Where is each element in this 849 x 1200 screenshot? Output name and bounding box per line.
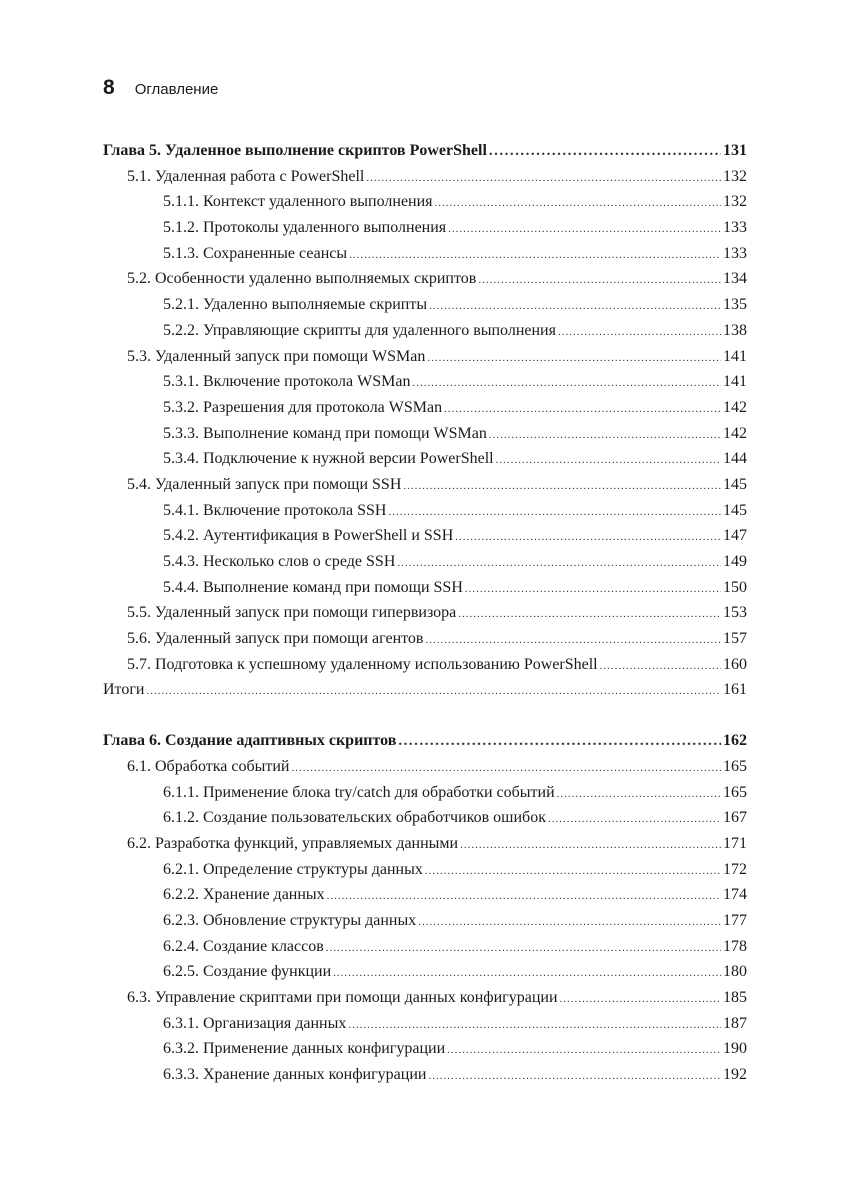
toc-entry-title: Глава 6. Создание адаптивных скриптов bbox=[103, 732, 397, 750]
dot-leader bbox=[425, 865, 721, 877]
toc-entry bbox=[103, 322, 747, 348]
toc-entry-title: 6.2.4. Создание классов bbox=[163, 937, 324, 955]
toc-entry bbox=[103, 758, 747, 784]
toc-entry bbox=[103, 630, 747, 656]
toc-entry-page: 161 bbox=[723, 681, 747, 699]
dot-leader bbox=[496, 454, 721, 466]
toc-entry-title: 5.3.2. Разрешения для протокола WSMan bbox=[163, 398, 443, 416]
dot-leader bbox=[444, 403, 721, 415]
toc-entry bbox=[103, 476, 747, 502]
toc-entry-page: 192 bbox=[723, 1066, 747, 1084]
dot-leader bbox=[558, 326, 721, 338]
toc-entry-page: 160 bbox=[723, 655, 747, 673]
toc-entry bbox=[103, 193, 747, 219]
toc-entry-page: 134 bbox=[723, 270, 747, 288]
toc-entry-page: 190 bbox=[723, 1040, 747, 1058]
toc-entry bbox=[103, 809, 747, 835]
toc-entry bbox=[103, 219, 747, 245]
toc-entry bbox=[103, 502, 747, 528]
toc-entry bbox=[103, 938, 747, 964]
toc-entry-title: 6.2.2. Хранение данных bbox=[163, 886, 325, 904]
table-of-contents bbox=[103, 142, 747, 1117]
toc-entry-page: 178 bbox=[723, 937, 747, 955]
toc-entry-page: 165 bbox=[723, 757, 747, 775]
dot-leader bbox=[427, 352, 721, 364]
toc-entry bbox=[103, 168, 747, 194]
toc-entry bbox=[103, 835, 747, 861]
toc-entry-page: 157 bbox=[723, 630, 747, 648]
toc-entry-page: 180 bbox=[723, 963, 747, 981]
toc-entry bbox=[103, 245, 747, 271]
toc-entry bbox=[103, 553, 747, 579]
dot-leader bbox=[418, 916, 721, 928]
dot-leader bbox=[291, 762, 721, 774]
toc-entry-page: 147 bbox=[723, 527, 747, 545]
toc-entry-page: 132 bbox=[723, 167, 747, 185]
toc-entry-title: Итоги bbox=[103, 681, 145, 699]
toc-entry-page: 135 bbox=[723, 296, 747, 314]
dot-leader bbox=[333, 967, 721, 979]
toc-entry bbox=[103, 296, 747, 322]
toc-entry-title: 5.5. Удаленный запуск при помощи гипервизора bbox=[127, 604, 457, 622]
toc-entry-title: 6.2. Разработка функций, управляемых данными bbox=[127, 834, 459, 852]
toc-entry-title: 5.3.4. Подключение к нужной версии PowerShell bbox=[163, 450, 494, 468]
toc-entry-title: 6.1.1. Применение блока try/catch для обработки событий bbox=[163, 783, 555, 801]
dot-leader bbox=[429, 300, 721, 312]
toc-entry bbox=[103, 784, 747, 810]
toc-entry bbox=[103, 963, 747, 989]
toc-entry-title: 5.3.3. Выполнение команд при помощи WSMan bbox=[163, 424, 487, 442]
dot-leader bbox=[478, 274, 721, 286]
toc-entry-page: 185 bbox=[723, 989, 747, 1006]
toc-entry-title: 5.1.2. Протоколы удаленного выполнения bbox=[163, 219, 447, 237]
toc-entry-page: 145 bbox=[723, 475, 747, 493]
dot-leader bbox=[146, 685, 721, 697]
toc-entry-title: 6.3.3. Хранение данных конфигурации bbox=[163, 1066, 427, 1084]
toc-entry bbox=[103, 373, 747, 399]
dot-leader bbox=[489, 143, 721, 160]
toc-entry bbox=[103, 348, 747, 374]
toc-entry-title: 5.4.4. Выполнение команд при помощи SSH bbox=[163, 578, 463, 596]
toc-entry-page: 141 bbox=[723, 347, 747, 365]
toc-entry bbox=[103, 912, 747, 938]
toc-entry-page: 172 bbox=[723, 860, 747, 878]
dot-leader bbox=[326, 942, 721, 954]
dot-leader bbox=[465, 583, 721, 595]
toc-entry-title: 5.4.1. Включение протокола SSH bbox=[163, 501, 387, 519]
toc-entry bbox=[103, 1066, 747, 1092]
toc-entry-page: 187 bbox=[723, 1014, 747, 1032]
toc-entry-title: Глава 5. Удаленное выполнение скриптов PowerShell bbox=[103, 142, 487, 159]
dot-leader bbox=[460, 839, 721, 851]
toc-entry-title: 5.1.3. Сохраненные сеансы bbox=[163, 244, 348, 262]
toc-entry-title: 5.4. Удаленный запуск при помощи SSH bbox=[127, 475, 402, 493]
toc-chapter-entry bbox=[103, 732, 747, 758]
toc-entry-page: 133 bbox=[723, 244, 747, 262]
toc-entry-page: 141 bbox=[723, 373, 747, 391]
dot-leader bbox=[435, 197, 721, 209]
toc-entry-page: 145 bbox=[723, 501, 747, 519]
toc-entry-page: 165 bbox=[723, 783, 747, 801]
toc-entry bbox=[103, 425, 747, 451]
toc-entry-page: 167 bbox=[723, 809, 747, 827]
dot-leader bbox=[348, 1019, 721, 1031]
dot-leader bbox=[548, 813, 721, 825]
dot-leader bbox=[397, 557, 721, 569]
toc-entry bbox=[103, 604, 747, 630]
toc-entry bbox=[103, 1015, 747, 1041]
toc-entry-page: 132 bbox=[723, 193, 747, 211]
page-number: 8 bbox=[103, 76, 115, 99]
toc-entry bbox=[103, 527, 747, 553]
toc-entry-page: 174 bbox=[723, 886, 747, 904]
toc-entry-page: 138 bbox=[723, 321, 747, 339]
toc-entry-title: 5.2. Особенности удаленно выполняемых скриптов bbox=[127, 270, 477, 288]
toc-chapter-block bbox=[103, 732, 747, 1092]
toc-entry bbox=[103, 989, 747, 1015]
toc-entry-page: 150 bbox=[723, 578, 747, 596]
toc-entry-title: 5.6. Удаленный запуск при помощи агентов bbox=[127, 630, 424, 648]
toc-entry-page: 162 bbox=[723, 732, 747, 750]
toc-entry-page: 171 bbox=[723, 834, 747, 852]
toc-entry-title: 6.2.5. Создание функции bbox=[163, 963, 332, 981]
toc-entry-title: 6.3.2. Применение данных конфигурации bbox=[163, 1040, 446, 1058]
toc-entry bbox=[103, 1040, 747, 1066]
dot-leader bbox=[412, 377, 721, 389]
dot-leader bbox=[560, 993, 721, 1005]
page-header bbox=[103, 76, 218, 100]
dot-leader bbox=[366, 172, 721, 184]
toc-entry-title: 5.2.1. Удаленно выполняемые скрипты bbox=[163, 296, 428, 314]
dot-leader bbox=[458, 608, 721, 620]
toc-entry-title: 6.3.1. Организация данных bbox=[163, 1014, 347, 1032]
running-title: Оглавление bbox=[134, 81, 219, 98]
toc-entry-title: 5.1.1. Контекст удаленного выполнения bbox=[163, 193, 433, 211]
toc-entry-page: 142 bbox=[723, 398, 747, 416]
toc-entry-title: 5.2.2. Управляющие скрипты для удаленного выполнения bbox=[163, 321, 556, 339]
dot-leader bbox=[398, 733, 721, 750]
toc-entry bbox=[103, 656, 747, 682]
toc-entry-title: 5.4.3. Несколько слов о среде SSH bbox=[163, 553, 396, 570]
toc-entry-title: 5.7. Подготовка к успешному удаленному использованию PowerShell bbox=[127, 655, 598, 673]
dot-leader bbox=[557, 788, 721, 800]
toc-entry-title: 5.4.2. Аутентификация в PowerShell и SSH bbox=[163, 527, 454, 545]
toc-entry bbox=[103, 579, 747, 605]
dot-leader bbox=[403, 480, 721, 492]
toc-entry bbox=[103, 450, 747, 476]
dot-leader bbox=[425, 634, 721, 646]
toc-chapter-block bbox=[103, 142, 747, 707]
toc-entry bbox=[103, 681, 747, 707]
toc-entry-page: 131 bbox=[723, 142, 747, 159]
dot-leader bbox=[428, 1070, 721, 1082]
toc-chapter-entry bbox=[103, 142, 747, 168]
toc-entry-page: 177 bbox=[723, 911, 747, 929]
toc-entry-title: 6.1. Обработка событий bbox=[127, 757, 290, 775]
toc-entry-page: 153 bbox=[723, 604, 747, 622]
dot-leader bbox=[448, 223, 721, 235]
dot-leader bbox=[349, 249, 721, 261]
toc-entry-title: 5.3.1. Включение протокола WSMan bbox=[163, 373, 411, 391]
toc-entry-page: 144 bbox=[723, 450, 747, 468]
dot-leader bbox=[447, 1044, 721, 1056]
toc-entry bbox=[103, 399, 747, 425]
toc-entry-title: 5.1. Удаленная работа с PowerShell bbox=[127, 167, 365, 185]
toc-entry-page: 149 bbox=[723, 553, 747, 570]
toc-entry-page: 133 bbox=[723, 219, 747, 237]
toc-entry bbox=[103, 861, 747, 887]
toc-entry bbox=[103, 886, 747, 912]
toc-entry-title: 5.3. Удаленный запуск при помощи WSMan bbox=[127, 347, 426, 365]
toc-entry-title: 6.2.1. Определение структуры данных bbox=[163, 860, 423, 878]
toc-entry-title: 6.2.3. Обновление структуры данных bbox=[163, 911, 417, 929]
toc-entry-title: 6.3. Управление скриптами при помощи данных конфигурации bbox=[127, 989, 558, 1006]
dot-leader bbox=[388, 506, 721, 518]
dot-leader bbox=[327, 890, 721, 902]
dot-leader bbox=[600, 660, 721, 672]
toc-entry bbox=[103, 270, 747, 296]
dot-leader bbox=[489, 429, 721, 441]
toc-entry-page: 142 bbox=[723, 424, 747, 442]
dot-leader bbox=[455, 531, 721, 543]
toc-entry-title: 6.1.2. Создание пользовательских обработчиков ошибок bbox=[163, 809, 546, 827]
